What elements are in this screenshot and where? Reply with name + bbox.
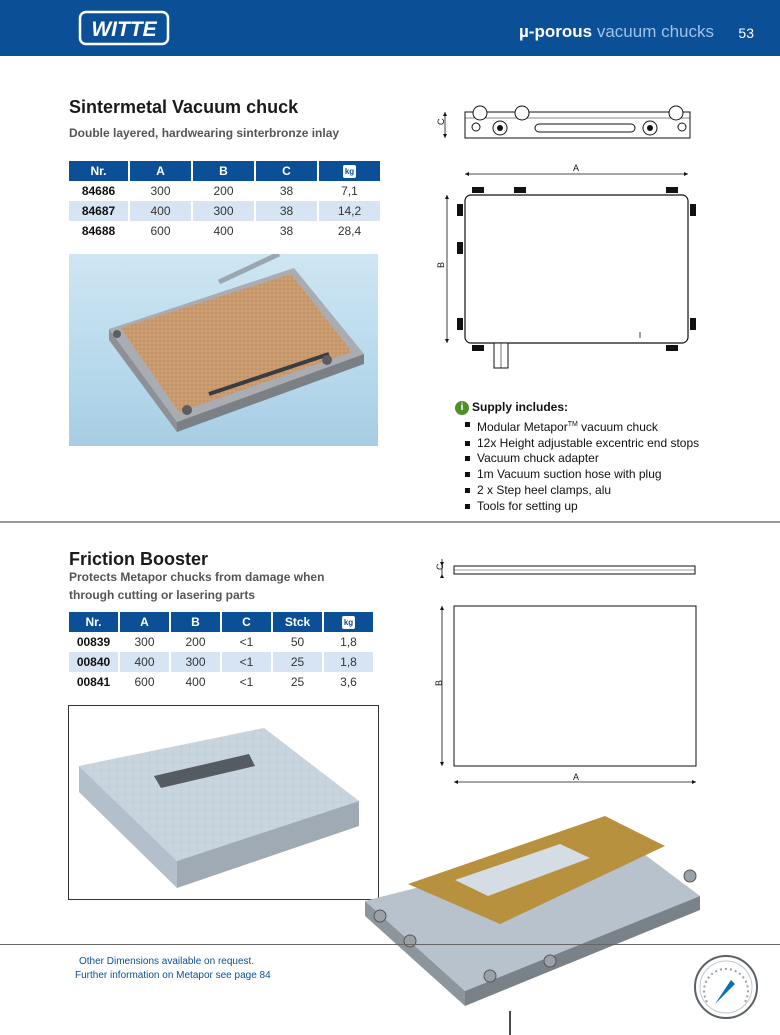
footer-line-2: Further information on Metapor see page 84 bbox=[75, 970, 271, 981]
table-row: 00840 400 300 <1 25 1,8 bbox=[69, 652, 373, 672]
section1-title: Sintermetal Vacuum chuck bbox=[69, 97, 299, 117]
section-divider bbox=[0, 521, 780, 523]
svg-text:C: C bbox=[435, 563, 445, 570]
svg-text:A: A bbox=[573, 772, 580, 782]
table-row: 00839 300 200 <1 50 1,8 bbox=[76, 635, 357, 649]
col-header: C bbox=[256, 161, 317, 181]
table-row: 84688 600 400 38 28,4 bbox=[81, 224, 362, 238]
supply-includes bbox=[455, 399, 755, 514]
col-header: A bbox=[120, 612, 169, 632]
col-header: C bbox=[222, 612, 271, 632]
list-item: Modular Metapor™ vacuum chuck bbox=[455, 417, 755, 436]
chuck-with-booster-photo bbox=[360, 806, 705, 1035]
header-title: µ-porous vacuum chucks bbox=[519, 22, 714, 41]
svg-text:C: C bbox=[436, 118, 446, 125]
section1-subtitle: Double layered, hardwearing sinterbronze inlay bbox=[69, 126, 340, 140]
weight-header bbox=[319, 161, 380, 181]
col-header: Stck bbox=[273, 612, 322, 632]
booster-top-view-drawing bbox=[430, 600, 700, 790]
friction-booster-photo bbox=[68, 705, 379, 900]
col-header: Nr. bbox=[69, 612, 118, 632]
svg-text:WITTE: WITTE bbox=[91, 18, 157, 41]
table-row: 00841 600 400 <1 25 3,6 bbox=[76, 675, 357, 689]
col-header: B bbox=[171, 612, 220, 632]
list-item: 1m Vacuum suction hose with plug bbox=[455, 467, 755, 483]
supply-heading: i Supply includes: bbox=[455, 399, 755, 415]
col-header: A bbox=[130, 161, 191, 181]
svg-text:A: A bbox=[573, 163, 580, 173]
chuck-side-view-drawing bbox=[430, 100, 700, 145]
chuck-top-view-drawing bbox=[430, 160, 700, 375]
weight-icon: kg bbox=[344, 167, 355, 177]
table-row: 84687 400 300 38 14,2 bbox=[69, 201, 380, 221]
list-item: 2 x Step heel clamps, alu bbox=[455, 483, 755, 499]
booster-side-view-drawing bbox=[430, 553, 700, 583]
list-item: Tools for setting up bbox=[455, 499, 755, 515]
col-header: B bbox=[193, 161, 254, 181]
info-icon: i bbox=[455, 401, 469, 415]
svg-text:B: B bbox=[436, 261, 446, 268]
footer-divider bbox=[0, 944, 780, 945]
list-item: Vacuum chuck adapter bbox=[455, 451, 755, 467]
svg-text:B: B bbox=[434, 679, 444, 686]
footer-line-1: Other Dimensions available on request. bbox=[79, 956, 255, 967]
supply-list bbox=[455, 417, 755, 514]
sintermetal-chuck-photo bbox=[69, 254, 378, 446]
section1-table bbox=[67, 161, 382, 241]
page-number: 53 bbox=[738, 25, 754, 41]
section2-title: Friction Booster bbox=[69, 549, 209, 569]
weight-icon: kg bbox=[343, 618, 354, 628]
table-row: 84686 300 200 38 7,1 bbox=[81, 184, 358, 198]
page-header bbox=[0, 0, 780, 56]
witte-logo bbox=[78, 10, 170, 46]
section2-table bbox=[67, 612, 375, 692]
col-header: Nr. bbox=[69, 161, 128, 181]
pressure-gauge-icon bbox=[693, 954, 759, 1020]
footer-notes bbox=[75, 955, 271, 983]
weight-header bbox=[324, 612, 373, 632]
list-item: 12x Height adjustable excentric end stops bbox=[455, 436, 755, 452]
section2-subtitle: Protects Metapor chucks from damage when through cutting or lasering parts bbox=[69, 570, 325, 602]
